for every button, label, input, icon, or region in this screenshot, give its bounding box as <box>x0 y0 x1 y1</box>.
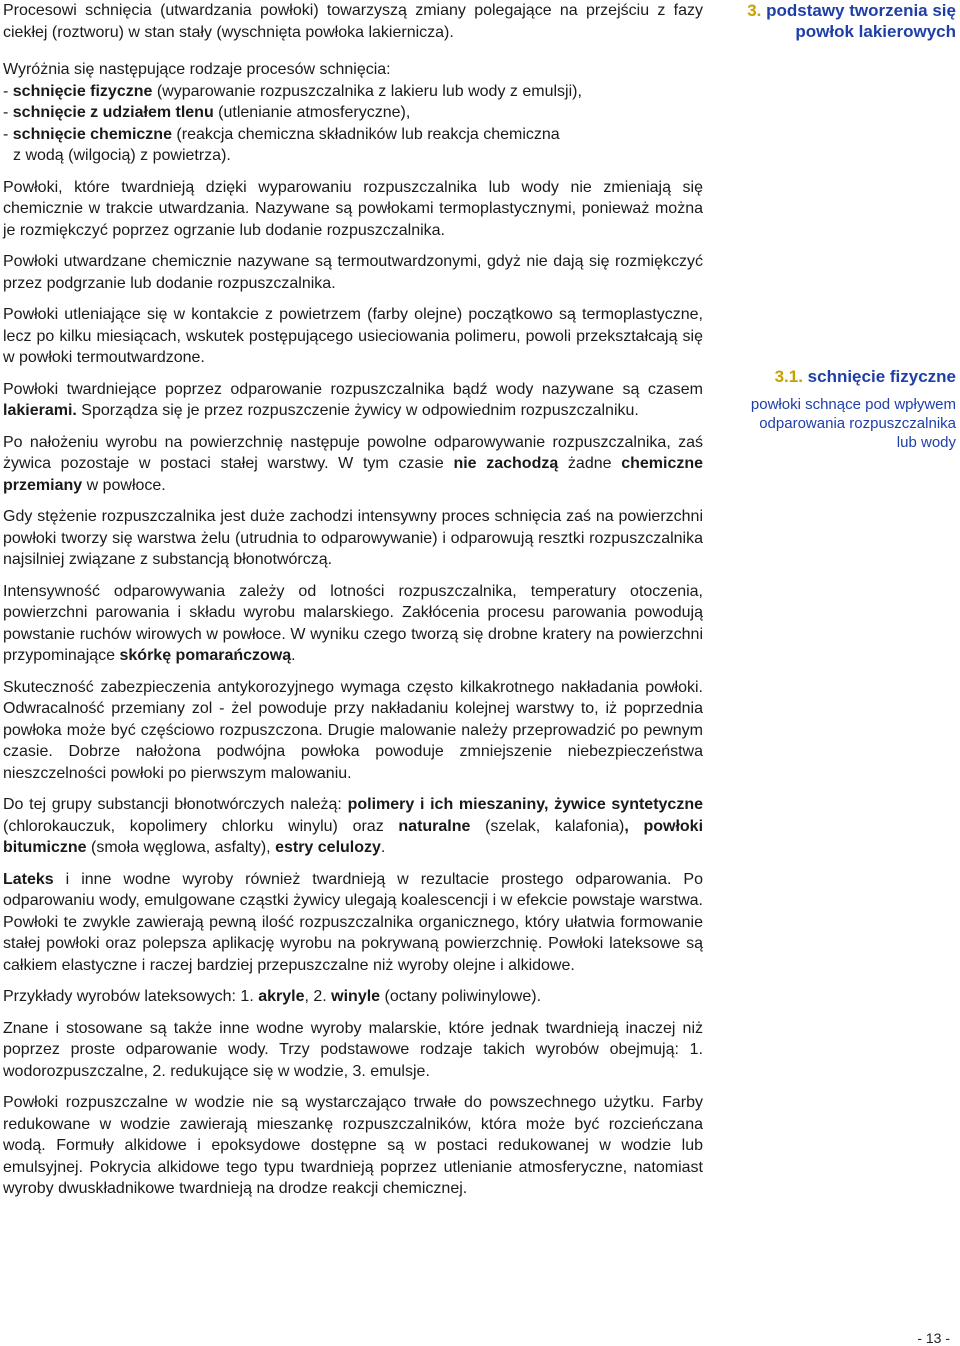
paragraph-latex: Lateks i inne wodne wyroby również twardnieją w rezultacie prostego odparowania. Po odparowaniu wody, emulgowane cząstki żywicy ulegają koalescencji i w efekcie powstaje warstwa. Powłoki te zwykle zawierają pewną ilość rozpuszczalnika organicznego, który ułatwia formowanie stałej powłoki oraz polepsza aplikację wyrobu na pokrywaną powierzchnię. Powłoki lateksowe są całkiem elastyczne i raczej bardziej przepuszczalne niż wyroby olejne i alkidowe. <box>3 870 703 974</box>
section-3-title-line2: powłok lakierowych <box>795 22 956 41</box>
paragraph-thermoset: Powłoki utwardzane chemicznie nazywane są termoutwardzonymi, gdyż nie dają się rozmiękczyć przez podgrzanie lub dodanie rozpuszczalnika. <box>3 253 703 292</box>
section-3-heading <box>721 0 956 42</box>
section-3-title-line1: podstawy tworzenia się <box>766 1 956 20</box>
page-number: - 13 - <box>917 1330 950 1346</box>
list-item-continuation: z wodą (wilgocią) z powietrza). <box>13 147 231 164</box>
section-3-1-heading <box>721 366 956 387</box>
paragraph-after-application: Po nałożeniu wyrobu na powierzchnię następuje powolne odparowywanie rozpuszczalnika, zaś żywica pozostaje w postaci stałej warstwy. W tym czasie nie zachodzą żadne chemiczne przemiany w powłoce. <box>3 433 704 494</box>
list-item: - schnięcie z udziałem tlenu (utlenianie atmosferyczne), <box>3 104 411 121</box>
sidebar-heading-section-3 <box>721 0 956 42</box>
section-3-1-number: 3.1. <box>774 367 803 386</box>
section-3-1-title: schnięcie fizyczne <box>807 367 956 386</box>
paragraph-water-soluble: Powłoki rozpuszczalne w wodzie nie są wystarczająco trwałe do powszechnego użytku. Farby redukowane w wodzie zawierają mieszankę rozpuszczalników, która może być rozcieńczana wodą. Formuły alkidowe i epoksydowe dostępne są w postaci redukowanej w wodzie lub emulsyjnej. Pokrycia alkidowe tego typu twardnieją poprzez utlenianie atmosferyczne, natomiast wyroby dwuskładnikowe twardnieją na drodze reakcji chemicznej. <box>3 1094 703 1197</box>
sidebar-heading-section-3-1 <box>721 366 956 452</box>
paragraph-oxidizing: Powłoki utleniające się w kontakcie z powietrzem (farby olejne) początkowo są termoplastyczne, lecz po kilku miesiącach, wskutek postępującego usieciowania polimeru, powoli przekształcają się w powłoki termoutwardzone. <box>3 306 703 366</box>
paragraph-lacquers: Powłoki twardniejące poprzez odparowanie rozpuszczalnika bądź wody nazywane są czasem lakierami. Sporządza się je przez rozpuszczenie żywicy w odpowiednim rozpuszczalniku. <box>3 380 703 419</box>
paragraph-latex-examples: Przykłady wyrobów lateksowych: 1. akryle, 2. winyle (octany poliwinylowe). <box>3 988 542 1005</box>
main-text-column <box>3 0 703 1210</box>
paragraph-film-formers: Do tej grupy substancji błonotwórczych należą: polimery i ich mieszaniny, żywice syntetyczne (chlorokauczuk, kopolimery chlorku winylu) oraz naturalne (szelak, kalafonia), powłoki bitumiczne (smoła węglowa, asfalty), estry celulozy. <box>3 796 704 856</box>
paragraph-effectiveness: Skuteczność zabezpieczenia antykorozyjnego wymaga często kilkakrotnego nakładania powłoki. Odwracalność przemiany zol - żel powoduje przy nakładaniu kolejnej warstwy to, iż poprzednia powłoka może być częściowo rozpuszczona. Drugie malowanie należy przeprowadzić po pewnym czasie. Dobrze nałożona podwójna powłoka powoduje zmniejszenie niebezpieczeństwa nieszczelności powłoki po pierwszym malowaniu. <box>3 678 703 782</box>
paragraph-intro: Procesowi schnięcia (utwardzania powłoki) towarzyszą zmiany polegające na przejściu z fazy ciekłej (roztworu) w stan stały (wyschnięta powłoka lakiernicza). <box>3 2 703 41</box>
list-item: - schnięcie chemiczne (reakcja chemiczna składników lub reakcja chemiczna <box>3 125 560 143</box>
list-intro: Wyróżnia się następujące rodzaje procesów schnięcia: <box>3 61 391 78</box>
paragraph-other-waterborne: Znane i stosowane są także inne wodne wyroby malarskie, które jednak twardnieją inaczej niż poprzez proste odparowanie wody. Trzy podstawowe rodzaje takich wyrobów obejmują: 1. wodorozpuszczalne, 2. redukujące się w wodzie, 3. emulsje. <box>3 1019 703 1080</box>
section-3-1-note: powłoki schnące pod wpływem odparowania rozpuszczalnika lub wody <box>750 396 956 451</box>
paragraph-concentration: Gdy stężenie rozpuszczalnika jest duże zachodzi intensywny proces schnięcia zaś na powierzchni powłoki tworzy się warstwa żelu (utrudnia to odparowywanie) i odparowują resztki rozpuszczalnika najsilniej związane z substancją błonotwórczą. <box>3 508 703 568</box>
paragraph-thermoplastic: Powłoki, które twardnieją dzięki wyparowaniu rozpuszczalnika lub wody nie zmieniają się chemicznie w trakcie utwardzania. Nazywane są powłokami termoplastycznymi, ponieważ można je rozmiękczyć poprzez ogrzanie lub dodanie rozpuszczalnika. <box>3 178 703 239</box>
section-3-number: 3. <box>747 1 762 20</box>
paragraph-intensity: Intensywność odparowywania zależy od lotności rozpuszczalnika, temperatury otoczenia, powierzchni parowania i składu wyrobu malarskiego. Zakłócenia procesu parowania powodują powstanie ruchów wirowych w powłoce. W wyniku czego tworzą się drobne kratery na powierzchni przypominające skórkę pomarańczową. <box>3 582 703 664</box>
list-item: - schnięcie fizyczne (wyparowanie rozpuszczalnika z lakieru lub wody z emulsji), <box>3 82 582 100</box>
drying-types-list <box>3 59 703 167</box>
